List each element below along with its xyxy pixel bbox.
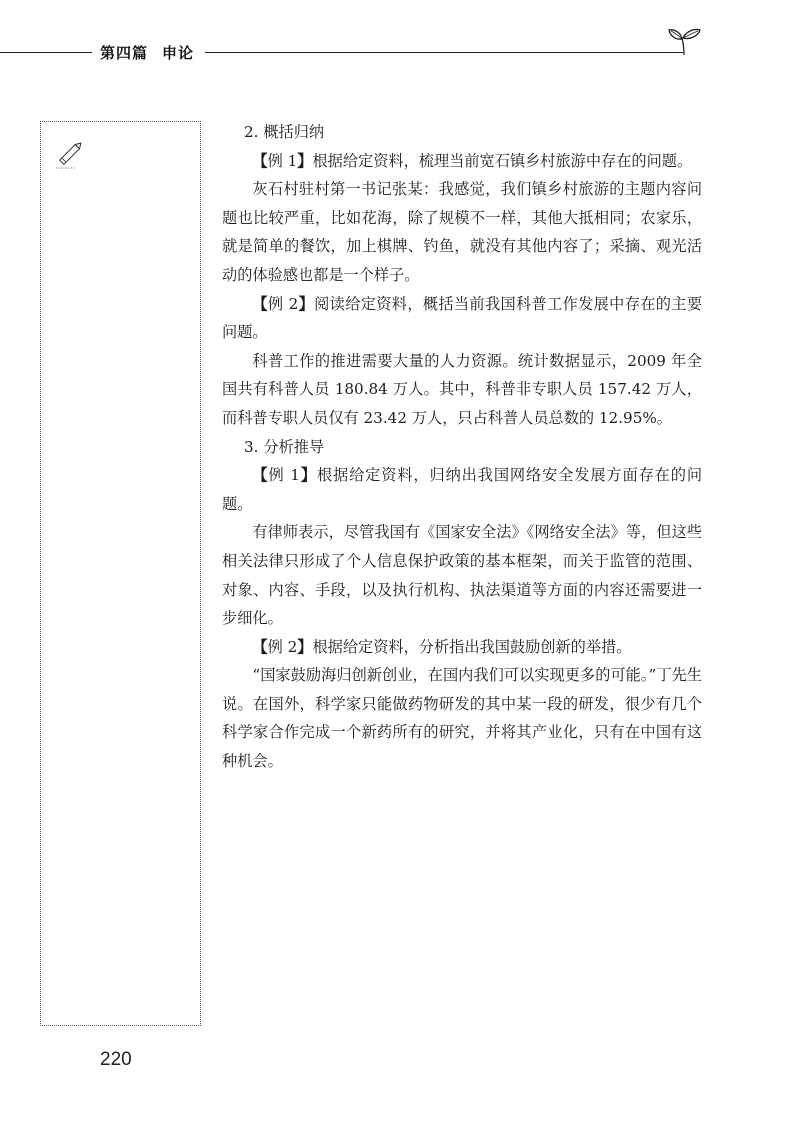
example-prompt: 【例 2】阅读给定资料，概括当前我国科普工作发展中存在的主要问题。: [222, 294, 703, 342]
section-heading: 3. 分析推导: [244, 437, 325, 456]
example-prompt-text: 阅读给定资料，概括当前我国科普工作发展中存在的主要问题。: [222, 294, 703, 342]
example-prompt: 【例 1】根据给定资料，梳理当前宽石镇乡村旅游中存在的问题。: [252, 151, 693, 170]
header-subject: 申论: [162, 44, 195, 62]
example-prompt: 【例 1】根据给定资料，归纳出我国网络安全发展方面存在的问题。: [222, 466, 703, 513]
sprout-icon: [668, 26, 702, 56]
example-prompt-text: 根据给定资料，梳理当前宽石镇乡村旅游中存在的问题。: [312, 151, 693, 170]
example-label: 例 1: [267, 151, 298, 170]
section-heading: 2. 概括归纳: [244, 123, 325, 141]
margin-notes-box: [40, 121, 201, 1026]
header-part: 第四篇: [100, 44, 149, 62]
main-text: [222, 118, 702, 776]
example-label: 例 2: [267, 637, 298, 656]
header-rule-right: [205, 52, 683, 53]
example-prompt: 【例 2】根据给定资料，分析指出我国鼓励创新的举措。: [252, 637, 632, 656]
header-rule-left: [0, 52, 92, 53]
example-label: 例 2: [267, 294, 299, 313]
example-material: 有律师表示，尽管我国有《国家安全法》《网络安全法》等，但这些相关法律只形成了个人信息保护政策的基本框架，而关于监管的范围、对象、内容、手段，以及执行机构、执法渠道等方面的内容还需要进一步细化。: [222, 523, 702, 628]
example-prompt-text: 根据给定资料，分析指出我国鼓励创新的举措。: [312, 637, 632, 656]
example-label: 例 1: [268, 466, 300, 485]
example-material: “国家鼓励海归创新创业，在国内我们可以实现更多的可能。”丁先生说。在国外，科学家只能做药物研发的其中某一段的研发，很少有几个科学家合作完成一个新药所有的研究，并将其产业化，只有在中国有这种机会。: [222, 666, 702, 771]
page-number: 220: [100, 1049, 132, 1070]
example-prompt-text: 根据给定资料，归纳出我国网络安全发展方面存在的问题。: [222, 466, 703, 513]
example-material: 科普工作的推进需要大量的人力资源。统计数据显示，2009 年全国共有科普人员 180.84 万人。其中，科普非专职人员 157.42 万人，而科普专职人员仅有 23.42 万人，只占科普人员总数的 12.95%。: [222, 351, 702, 427]
pencil-icon: [54, 136, 88, 170]
running-header: [100, 42, 194, 63]
example-material: 灰石村驻村第一书记张某：我感觉，我们镇乡村旅游的主题内容问题也比较严重，比如花海，除了规模不一样，其他大抵相同；农家乐，就是简单的餐饮，加上棋牌、钓鱼，就没有其他内容了；采摘、观光活动的体验感也都是一个样子。: [222, 180, 702, 284]
